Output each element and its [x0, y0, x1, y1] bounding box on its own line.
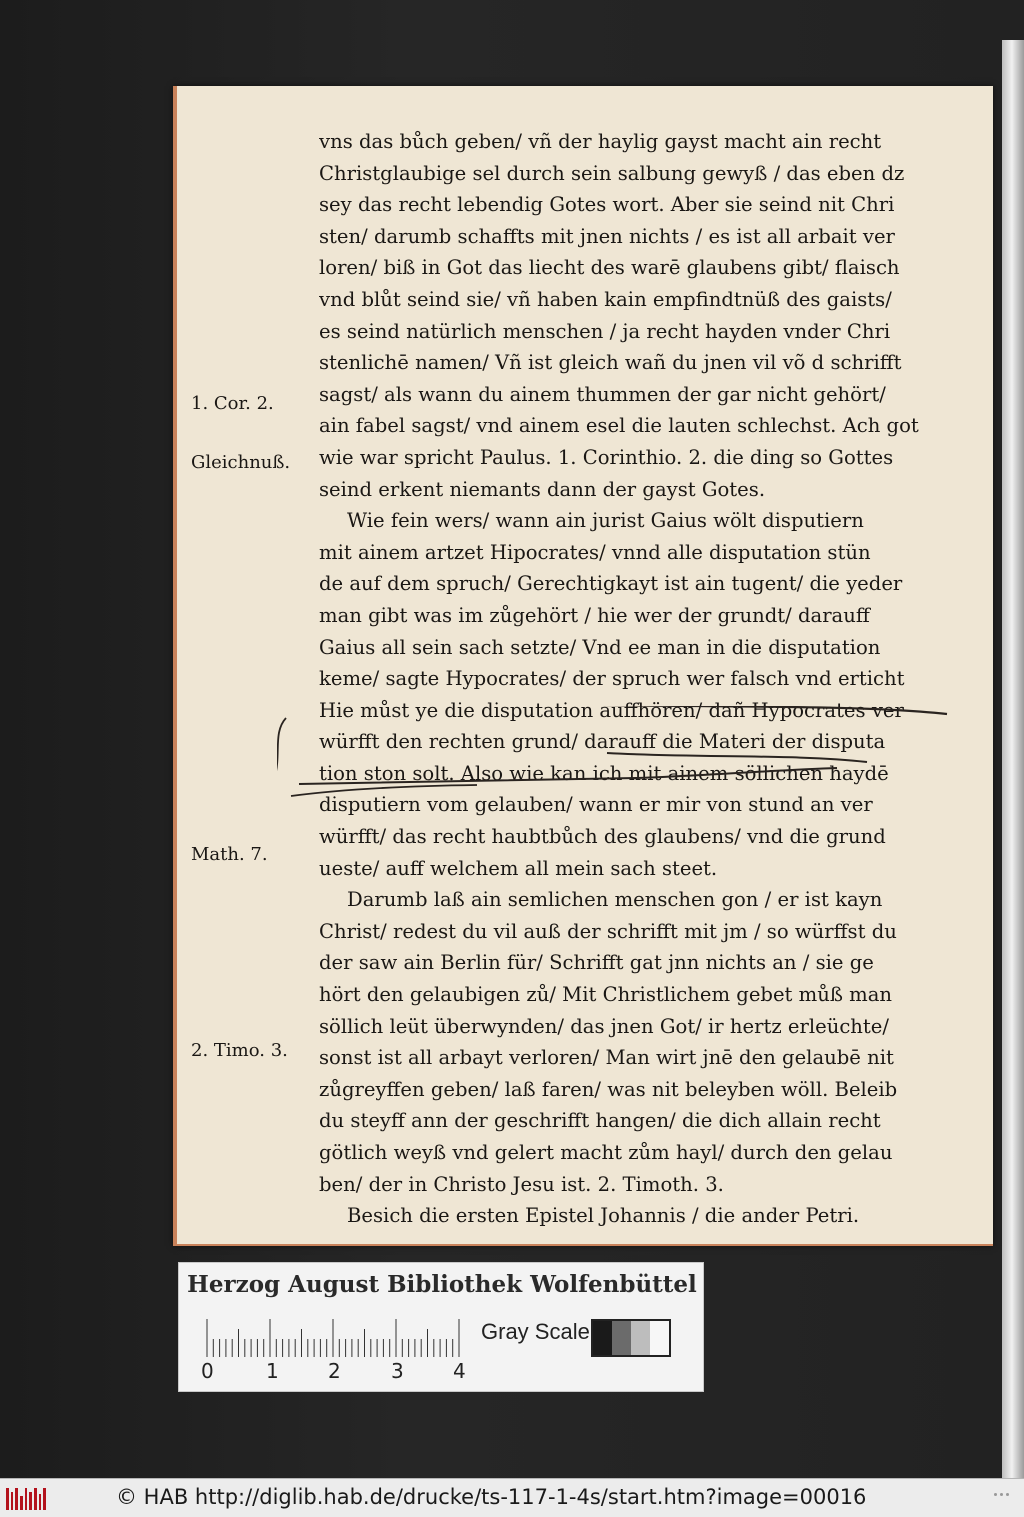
- text-line: götlich weyß vnd gelert macht zům hayl/ durch den gelau: [319, 1141, 893, 1164]
- text-line: keme/ sagte Hypocrates/ der spruch wer falsch vnd erticht: [319, 667, 905, 691]
- gray-swatch: [612, 1321, 631, 1355]
- ruler-number-2: 2: [328, 1359, 341, 1383]
- citation-link[interactable]: © HAB http://diglib.hab.de/drucke/ts-117-1-4s/start.htm?image=00016: [116, 1485, 867, 1509]
- text-line: Christ/ redest du vil auß der schrifft mit jm / so würffst du: [319, 919, 897, 943]
- footer-dots-icon: [994, 1493, 1010, 1499]
- reference-card: [178, 1262, 704, 1392]
- text-line: Darumb laß ain semlichen menschen gon / er ist kayn: [347, 888, 883, 912]
- text-line: sten/ darumb schaffts mit jnen nichts / es ist all arbait ver: [319, 224, 895, 248]
- ruler-number-0: 0: [201, 1359, 214, 1383]
- text-line: loren/ biß in Got das liecht des warē glaubens gibt/ flaisch: [319, 256, 900, 280]
- ruler-number-4: 4: [453, 1359, 466, 1383]
- text-line: tion ston solt. Also wie kan ich mit ainem söllichen haydē: [319, 761, 889, 785]
- handwritten-underline-annotation: [277, 706, 957, 816]
- text-line: disputiern vom gelauben/ wann er mir von stund an ver: [319, 793, 873, 817]
- gray-scale-label: Gray Scale: [481, 1319, 590, 1344]
- margin-note-cor: 1. Cor. 2.: [191, 393, 274, 414]
- margin-note-gleichnuss: Gleichnuß.: [191, 452, 291, 473]
- text-line: du steyff ann der geschrifft hangen/ die dich allain recht: [319, 1109, 881, 1133]
- book-page: [173, 86, 993, 1246]
- measurement-ruler: [205, 1315, 465, 1357]
- text-line: seind erkent niemants dann der gayst Gotes.: [319, 477, 766, 501]
- gray-swatch: [593, 1321, 612, 1355]
- text-line: hört den gelaubigen zů/ Mit Christlichem gebet můß man: [319, 983, 893, 1007]
- text-line: zůgreyffen geben/ laß faren/ was nit beleyben wöll. Beleib: [319, 1077, 898, 1101]
- gray-swatch: [650, 1321, 669, 1355]
- text-line: söllich leüt überwynden/ das jnen Got/ ir hertz erleüchte/: [319, 1014, 889, 1038]
- text-line: sagst/ als wann du ainem thummen der gar nicht gehört/: [319, 382, 886, 406]
- text-line: Hie můst ye die disputation auffhören/ dañ Hypocrates ver: [319, 698, 904, 722]
- text-line: vns das bůch geben/ vñ der haylig gayst macht ain recht: [319, 130, 882, 153]
- text-line: vnd blůt seind sie/ vñ haben kain empfindtnüß des gaists/: [319, 287, 892, 311]
- text-line: Besich die ersten Epistel Johannis / die ander Petri.: [347, 1204, 860, 1228]
- text-line: es seind natürlich menschen / ja recht hayden vnder Chri: [319, 319, 891, 343]
- ruler-number-1: 1: [266, 1359, 279, 1383]
- text-line: ueste/ auff welchem all mein sach steet.: [319, 856, 718, 880]
- text-line: mit ainem artzet Hipocrates/ vnnd alle disputation stün: [319, 540, 871, 564]
- text-line: würfft den rechten grund/ darauff die Materi der disputa: [319, 730, 886, 754]
- text-line: würfft/ das recht haubtbůch des glaubens/ vnd die grund: [319, 825, 886, 849]
- text-line: Gaius all sein sach setzte/ Vnd ee man in die disputation: [319, 635, 881, 659]
- adjacent-page-edge: [1002, 40, 1024, 1478]
- text-line: wie war spricht Paulus. 1. Corinthio. 2. die ding so Gottes: [319, 445, 894, 469]
- text-line: man gibt was im zůgehört / hie wer der grundt/ darauff: [319, 603, 870, 627]
- text-line: ain fabel sagst/ vnd ainem esel die lauten schlechst. Ach got: [319, 414, 919, 438]
- text-line: stenlichē namen/ Vñ ist gleich wañ du jnen vil võ d schrifft: [319, 351, 902, 375]
- page-text: [319, 126, 969, 1232]
- text-line: ben/ der in Christo Jesu ist. 2. Timoth. 3.: [319, 1172, 724, 1196]
- gray-scale-swatches: [591, 1319, 671, 1357]
- text-line: sonst ist all arbayt verloren/ Man wirt jnē den gelaubē nit: [319, 1046, 894, 1070]
- ruler-number-3: 3: [391, 1359, 404, 1383]
- text-line: der saw ain Berlin für/ Schrifft gat jnn nichts an / sie ge: [319, 951, 874, 975]
- text-line: Wie fein wers/ wann ain jurist Gaius wölt disputiern: [347, 509, 864, 533]
- margin-note-timo: 2. Timo. 3.: [191, 1040, 288, 1061]
- library-title: Herzog August Bibliothek Wolfenbüttel: [187, 1271, 697, 1298]
- text-line: sey das recht lebendig Gotes wort. Aber sie seind nit Chri: [319, 193, 895, 217]
- text-line: de auf dem spruch/ Gerechtigkayt ist ain tugent/ die yeder: [319, 572, 903, 596]
- hab-logo-icon: [6, 1488, 46, 1510]
- margin-note-math: Math. 7.: [191, 844, 268, 865]
- footer-bar: [0, 1478, 1024, 1517]
- text-line: Christglaubige sel durch sein salbung gewyß / das eben dz: [319, 161, 905, 185]
- gray-swatch: [631, 1321, 650, 1355]
